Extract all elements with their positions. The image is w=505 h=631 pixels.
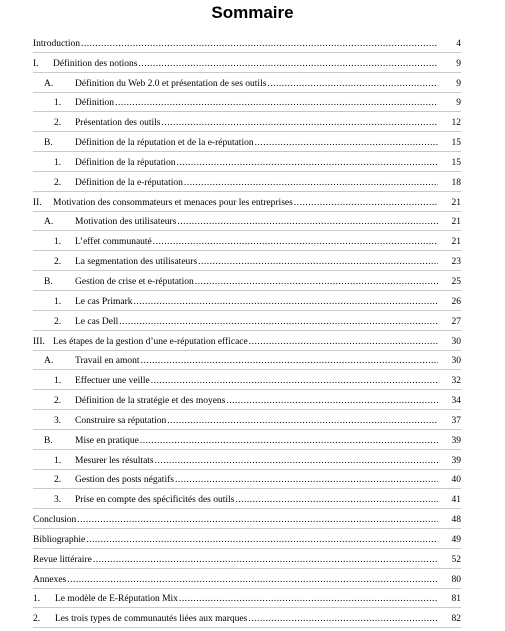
toc-entry-text	[33, 515, 439, 526]
toc-entry-text	[75, 138, 439, 149]
toc-entry-text	[75, 118, 439, 129]
toc-entry-text	[75, 356, 439, 367]
toc-entry[interactable]	[0, 411, 505, 431]
toc-entry-text	[53, 198, 439, 209]
toc-dot-leader	[140, 436, 438, 447]
toc-entry-label: Présentation des outils	[75, 118, 161, 129]
toc-page-number: 48	[451, 515, 461, 526]
toc-entry-text	[75, 257, 439, 268]
toc-rule	[33, 548, 461, 549]
toc-entry-number: 2.	[54, 257, 62, 268]
toc-entry-text	[75, 277, 439, 288]
toc-entry-text	[53, 59, 439, 70]
toc-entry[interactable]	[0, 292, 505, 312]
toc-entry[interactable]	[0, 570, 505, 590]
toc-dot-leader	[151, 376, 438, 387]
toc-entry-label: Les trois types de communautés liées aux marques	[55, 614, 248, 625]
toc-rule	[33, 568, 461, 569]
toc-entry-number: I.	[33, 58, 39, 69]
toc-entry-number: 1.	[33, 594, 41, 605]
toc-dot-leader	[177, 158, 438, 169]
toc-page-number: 18	[451, 177, 461, 188]
toc-rule	[33, 429, 461, 430]
toc-dot-leader	[195, 277, 438, 288]
toc-entry-number: II.	[33, 197, 42, 208]
toc-entry[interactable]	[0, 451, 505, 471]
toc-entry-text	[75, 158, 439, 169]
toc-page-number: 30	[451, 336, 461, 347]
toc-entry-label: Conclusion	[33, 515, 77, 526]
toc-entry-label: Définition du Web 2.0 et présentation de ses outils	[75, 78, 267, 89]
toc-entry-text	[75, 416, 439, 427]
toc-page-number: 39	[451, 455, 461, 466]
toc-page-number: 32	[451, 376, 461, 387]
toc-entry[interactable]	[0, 471, 505, 491]
toc-rule	[33, 528, 461, 529]
toc-entry[interactable]	[0, 153, 505, 173]
toc-rule	[33, 627, 461, 628]
toc-dot-leader	[141, 356, 438, 367]
toc-entry-label: Construire sa réputation	[75, 415, 167, 426]
toc-dot-leader	[115, 98, 438, 109]
toc-entry-number: B.	[44, 138, 53, 149]
toc-rule	[33, 449, 461, 450]
toc-page-number: 15	[451, 157, 461, 168]
toc-entry[interactable]	[0, 431, 505, 451]
toc-page-number: 27	[451, 316, 461, 327]
toc-page-number: 37	[451, 415, 461, 426]
toc-entry-number: 2.	[54, 396, 62, 407]
toc-entry-text	[33, 39, 439, 50]
toc-rule	[33, 488, 461, 489]
toc-page-number: 82	[451, 614, 461, 625]
toc-entry-label: Mise en pratique	[75, 435, 139, 446]
toc-entry[interactable]	[0, 510, 505, 530]
toc-entry-text	[75, 297, 439, 308]
toc-rule	[33, 131, 461, 132]
toc-dot-leader	[177, 217, 438, 228]
toc-rule	[33, 72, 461, 73]
toc-page-number: 52	[451, 554, 461, 565]
toc-entry-label: La segmentation des utilisateurs	[75, 257, 198, 268]
toc-entry[interactable]	[0, 371, 505, 391]
toc-entry[interactable]	[0, 94, 505, 114]
toc-entry[interactable]	[0, 272, 505, 292]
toc-dot-leader	[226, 396, 438, 407]
toc-entry-text	[33, 535, 439, 546]
toc-entry-text	[75, 475, 439, 486]
toc-dot-leader	[119, 317, 438, 328]
toc-entry-label: Gestion de crise et e-réputation	[75, 276, 194, 287]
toc-entry-text	[33, 575, 439, 586]
toc-page-number: 21	[451, 237, 461, 248]
toc-rule	[33, 191, 461, 192]
toc-entry-number: B.	[44, 435, 53, 446]
toc-entry-label: Définition de la réputation	[75, 157, 176, 168]
toc-entry-label: Le modèle de E-Réputation Mix	[55, 594, 178, 605]
toc-entry-label: Mesurer les résultats	[75, 455, 154, 466]
toc-page-number: 39	[451, 435, 461, 446]
toc-entry-number: III.	[33, 336, 45, 347]
toc-entry-text	[55, 594, 439, 605]
toc-entry-number: 2.	[54, 118, 62, 129]
toc-dot-leader	[77, 515, 438, 526]
toc-entry-number: 1.	[54, 237, 62, 248]
toc-entry-text	[53, 337, 439, 348]
toc-entry-number: 3.	[54, 495, 62, 506]
toc-entry-label: Définition	[75, 98, 115, 109]
toc-dot-leader	[155, 456, 438, 467]
toc-entry-number: B.	[44, 276, 53, 287]
toc-entry-text	[75, 79, 439, 90]
toc-entry-number: 3.	[54, 415, 62, 426]
toc-rule	[33, 588, 461, 589]
toc-entry-label: Introduction	[33, 38, 80, 49]
toc-entry-label: Définition de la stratégie et des moyens	[75, 396, 226, 407]
toc-entry-number: A.	[44, 356, 54, 367]
toc-rule	[33, 52, 461, 53]
toc-page-number: 80	[451, 574, 461, 585]
toc-rule	[33, 151, 461, 152]
toc-page-number: 4	[456, 38, 461, 49]
toc-entry[interactable]	[0, 232, 505, 252]
toc-entry[interactable]	[0, 490, 505, 510]
toc-rule	[33, 171, 461, 172]
toc-page-number: 40	[451, 475, 461, 486]
toc-entry[interactable]	[0, 113, 505, 133]
toc-entry[interactable]	[0, 312, 505, 332]
toc-entry-label: Les étapes de la gestion d’une e-réputation efficace	[53, 336, 248, 347]
toc-rule	[33, 409, 461, 410]
toc-entry[interactable]	[0, 173, 505, 193]
toc-entry-text	[75, 98, 439, 109]
toc-entry-label: Définition des notions	[53, 58, 138, 69]
toc-entry[interactable]	[0, 133, 505, 153]
toc-entry-text	[75, 237, 439, 248]
toc-page-number: 30	[451, 356, 461, 367]
toc-entry[interactable]	[0, 252, 505, 272]
toc-page-number: 9	[456, 58, 461, 69]
toc-entry-label: Motivation des utilisateurs	[75, 217, 177, 228]
toc-entry[interactable]	[0, 352, 505, 372]
toc-entry[interactable]	[0, 193, 505, 213]
page-title: Sommaire	[211, 3, 294, 22]
toc-dot-leader	[255, 138, 438, 149]
toc-dot-leader	[167, 416, 438, 427]
toc-page-number: 9	[456, 98, 461, 109]
toc-entry-number: 1.	[54, 455, 62, 466]
toc-entry-text	[75, 456, 439, 467]
toc-rule	[33, 211, 461, 212]
toc-entry-label: Effectuer une veille	[75, 376, 150, 387]
table-of-contents	[0, 34, 505, 629]
toc-rule	[33, 310, 461, 311]
toc-page-number: 12	[451, 118, 461, 129]
toc-dot-leader	[162, 118, 439, 129]
toc-entry-text	[75, 217, 439, 228]
toc-dot-leader	[175, 475, 438, 486]
toc-entry-label: Revue littéraire	[33, 554, 92, 565]
toc-entry[interactable]	[0, 213, 505, 233]
toc-entry-number: 2.	[33, 614, 41, 625]
toc-page-number: 34	[451, 396, 461, 407]
toc-rule	[33, 369, 461, 370]
toc-page-number: 21	[451, 197, 461, 208]
toc-entry-label: Annexes	[33, 574, 67, 585]
toc-entry-number: 2.	[54, 316, 62, 327]
toc-dot-leader	[81, 39, 438, 50]
toc-entry[interactable]	[0, 609, 505, 629]
toc-rule	[33, 350, 461, 351]
toc-entry-number: 2.	[54, 177, 62, 188]
toc-rule	[33, 607, 461, 608]
toc-page-number: 15	[451, 138, 461, 149]
toc-page-number: 26	[451, 296, 461, 307]
toc-dot-leader	[93, 555, 438, 566]
toc-entry-text	[75, 495, 439, 506]
toc-rule	[33, 92, 461, 93]
toc-page-number: 81	[451, 594, 461, 605]
toc-entry-label: Bibliographie	[33, 534, 86, 545]
toc-entry-label: Définition de la e-réputation	[75, 177, 183, 188]
toc-dot-leader	[138, 59, 438, 70]
toc-rule	[33, 111, 461, 112]
toc-entry[interactable]	[0, 590, 505, 610]
toc-page-number: 23	[451, 257, 461, 268]
toc-dot-leader	[294, 198, 438, 209]
toc-entry-label: Travail en amont	[75, 356, 140, 367]
toc-entry-text	[75, 317, 439, 328]
toc-entry-number: 2.	[54, 475, 62, 486]
toc-page-number: 41	[451, 495, 461, 506]
toc-entry[interactable]	[0, 391, 505, 411]
toc-entry[interactable]	[0, 34, 505, 54]
toc-entry-label: Le cas Primark	[75, 296, 133, 307]
toc-rule	[33, 330, 461, 331]
toc-entry-label: L’effet communauté	[75, 237, 152, 248]
toc-entry-text	[75, 396, 439, 407]
toc-entry[interactable]	[0, 54, 505, 74]
toc-entry[interactable]	[0, 530, 505, 550]
toc-rule	[33, 290, 461, 291]
toc-entry-text	[75, 436, 439, 447]
toc-dot-leader	[134, 297, 438, 308]
toc-dot-leader	[248, 614, 438, 625]
toc-page-number: 9	[456, 78, 461, 89]
toc-dot-leader	[267, 79, 438, 90]
toc-entry-label: Définition de la réputation et de la e-réputation	[75, 138, 254, 149]
toc-page-number: 25	[451, 276, 461, 287]
toc-entry[interactable]	[0, 332, 505, 352]
toc-entry-number: A.	[44, 217, 54, 228]
toc-entry-label: Le cas Dell	[75, 316, 119, 327]
toc-entry-text	[55, 614, 439, 625]
toc-dot-leader	[198, 257, 438, 268]
toc-entry-text	[33, 555, 439, 566]
toc-rule	[33, 389, 461, 390]
toc-rule	[33, 508, 461, 509]
toc-dot-leader	[249, 337, 438, 348]
toc-entry-number: 1.	[54, 98, 62, 109]
toc-dot-leader	[184, 178, 438, 189]
toc-dot-leader	[67, 575, 438, 586]
toc-rule	[33, 469, 461, 470]
toc-entry[interactable]	[0, 74, 505, 94]
toc-page-number: 21	[451, 217, 461, 228]
toc-dot-leader	[86, 535, 438, 546]
toc-page-number: 49	[451, 534, 461, 545]
toc-entry-label: Prise en compte des spécificités des outils	[75, 495, 235, 506]
toc-entry-label: Motivation des consommateurs et menaces pour les entreprises	[53, 197, 293, 208]
toc-entry-number: 1.	[54, 376, 62, 387]
toc-entry-text	[75, 178, 439, 189]
toc-dot-leader	[153, 237, 438, 248]
toc-entry-text	[75, 376, 439, 387]
toc-entry-number: 1.	[54, 296, 62, 307]
toc-dot-leader	[235, 495, 438, 506]
toc-rule	[33, 270, 461, 271]
toc-dot-leader	[179, 594, 438, 605]
toc-rule	[33, 230, 461, 231]
toc-entry-label: Gestion des posts négatifs	[75, 475, 174, 486]
toc-entry-number: A.	[44, 78, 54, 89]
toc-entry-number: 1.	[54, 157, 62, 168]
toc-entry[interactable]	[0, 550, 505, 570]
toc-rule	[33, 250, 461, 251]
